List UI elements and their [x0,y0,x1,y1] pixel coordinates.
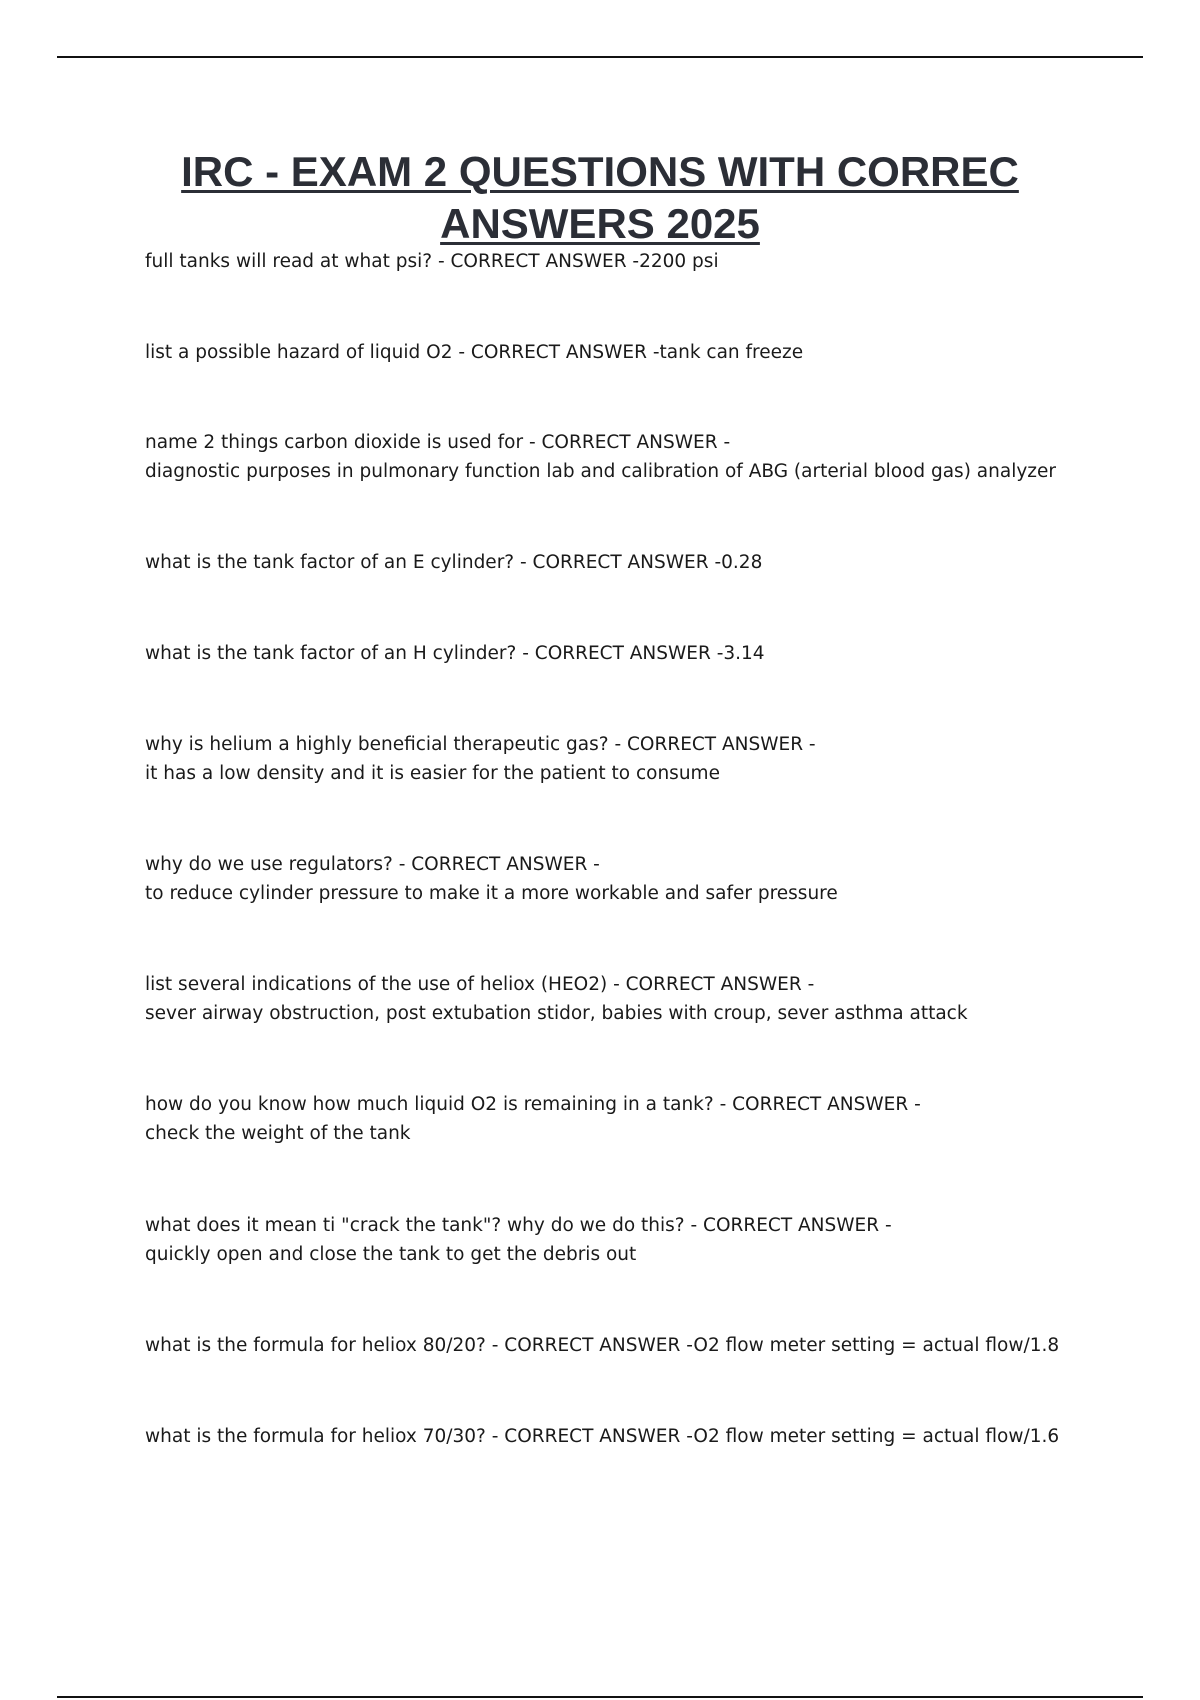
document-title [60,146,1140,250]
qa-item [145,338,1145,367]
qa-question: what is the formula for heliox 80/20? - CORRECT ANSWER -O2 flow meter setting = actual flow/1.8 [145,1335,1060,1356]
qa-question: why do we use regulators? - CORRECT ANSWER - [145,854,600,875]
qa-question: why is helium a highly beneficial therapeutic gas? - CORRECT ANSWER - [145,734,816,755]
qa-question: full tanks will read at what psi? - CORRECT ANSWER -2200 psi [145,251,719,272]
qa-item [145,428,1145,486]
qa-question: how do you know how much liquid O2 is remaining in a tank? - CORRECT ANSWER - [145,1094,921,1115]
qa-question: name 2 things carbon dioxide is used for - CORRECT ANSWER - [145,432,731,453]
qa-answer: quickly open and close the tank to get the debris out [145,1244,637,1265]
qa-answer: to reduce cylinder pressure to make it a more workable and safer pressure [145,883,838,904]
qa-question: what is the tank factor of an E cylinder? - CORRECT ANSWER -0.28 [145,552,763,573]
qa-answer: diagnostic purposes in pulmonary function lab and calibration of ABG (arterial blood gas) analyzer [145,461,1056,482]
qa-answer: sever airway obstruction, post extubation stidor, babies with croup, sever asthma attack [145,1003,968,1024]
qa-item [145,548,1145,577]
qa-item [145,1090,1145,1148]
qa-question: what is the tank factor of an H cylinder? - CORRECT ANSWER -3.14 [145,643,765,664]
qa-question: what does it mean ti "crack the tank"? why do we do this? - CORRECT ANSWER - [145,1215,892,1236]
bottom-rule [57,1696,1143,1698]
qa-answer: check the weight of the tank [145,1123,411,1144]
qa-item [145,730,1145,788]
qa-item [145,970,1145,1028]
qa-item [145,247,1145,276]
qa-item [145,1331,1145,1360]
qa-question: what is the formula for heliox 70/30? - CORRECT ANSWER -O2 flow meter setting = actual flow/1.6 [145,1426,1060,1447]
title-line-1: IRC - EXAM 2 QUESTIONS WITH CORREC [181,148,1019,195]
qa-answer: it has a low density and it is easier for the patient to consume [145,763,720,784]
qa-item [145,1422,1145,1451]
qa-item [145,639,1145,668]
qa-question: list several indications of the use of heliox (HEO2) - CORRECT ANSWER - [145,974,815,995]
qa-item [145,1211,1145,1269]
qa-question: list a possible hazard of liquid O2 - CORRECT ANSWER -tank can freeze [145,342,804,363]
top-rule [57,56,1143,58]
qa-item [145,850,1145,908]
title-line-2: ANSWERS 2025 [440,200,760,247]
